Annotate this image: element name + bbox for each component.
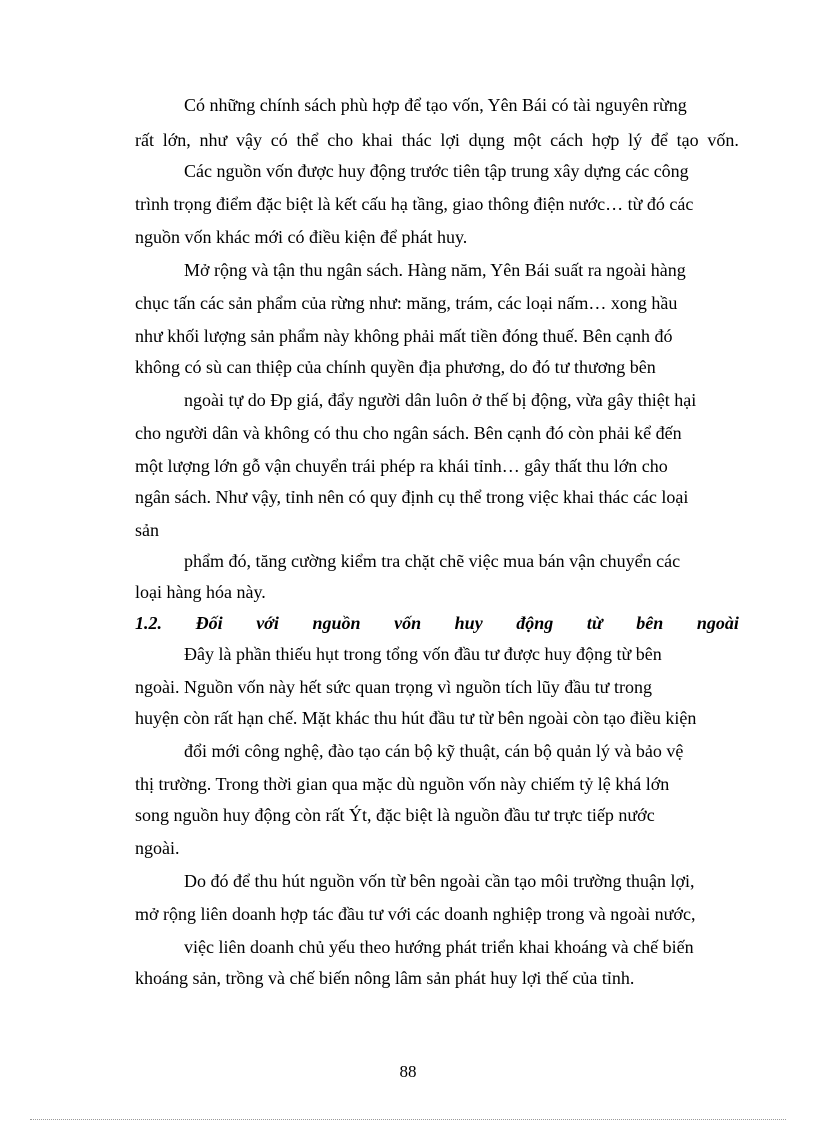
paragraph-line: Các nguồn vốn được huy động trước tiên tập trung xây dựng các công xyxy=(184,161,689,181)
word: thể xyxy=(296,130,319,150)
heading-word: nguồn xyxy=(312,613,361,633)
word: rất xyxy=(135,130,154,150)
word: dụng xyxy=(468,130,505,150)
word: lý xyxy=(628,130,643,150)
paragraph-line xyxy=(135,129,739,151)
page-number: 88 xyxy=(399,1062,417,1081)
paragraph-line: huyện còn rất hạn chế. Mặt khác thu hút đầu tư từ bên ngoài còn tạo điều kiện xyxy=(135,708,697,728)
word: vốn. xyxy=(707,130,739,150)
paragraph-line: chục tấn các sản phẩm của rừng như: măng, trám, các loại nấm… xong hầu xyxy=(135,293,678,313)
paragraph-line: Do đó để thu hút nguồn vốn từ bên ngoài cần tạo môi trường thuận lợi, xyxy=(184,871,695,891)
word: lợi xyxy=(440,130,460,150)
paragraph-line: Đây là phần thiếu hụt trong tổng vốn đầu tư được huy động từ bên xyxy=(184,644,662,664)
paragraph-line: ngoài. Nguồn vốn này hết sức quan trọng vì nguồn tích lũy đầu tư trong xyxy=(135,677,652,697)
paragraph-line: Mở rộng và tận thu ngân sách. Hàng năm, Yên Bái suất ra ngoài hàng xyxy=(184,260,686,280)
heading-word: Đối xyxy=(195,613,223,633)
word: cho xyxy=(327,130,354,150)
paragraph-line: cho người dân và không có thu cho ngân sách. Bên cạnh đó còn phải kể đến xyxy=(135,423,682,443)
word: một xyxy=(513,130,542,150)
paragraph-line: việc liên doanh chủ yếu theo hướng phát triển khai khoáng và chế biến xyxy=(184,937,694,957)
paragraph-line: ngân sách. Như vậy, tỉnh nên có quy định cụ thể trong việc khai thác các loại xyxy=(135,487,689,507)
paragraph-line: nguồn vốn khác mới có điều kiện để phát huy. xyxy=(135,227,468,247)
paragraph-line: song nguồn huy động còn rất Ýt, đặc biệt là nguồn đầu tư trực tiếp nước xyxy=(135,805,655,825)
paragraph-line: ngoài tự do Đp giá, đẩy người dân luôn ở thế bị động, vừa gây thiệt hại xyxy=(184,390,697,410)
heading-word: vốn xyxy=(394,613,422,633)
heading-number: 1.2. xyxy=(135,613,162,633)
word: tạo xyxy=(676,130,699,150)
paragraph-line: đổi mới công nghệ, đào tạo cán bộ kỹ thuật, cán bộ quản lý và bảo vệ xyxy=(184,741,684,761)
paragraph-line: phẩm đó, tăng cường kiểm tra chặt chẽ việc mua bán vận chuyển các xyxy=(184,551,681,571)
heading-word: với xyxy=(256,613,279,633)
bottom-dotted-rule xyxy=(30,1119,786,1120)
word: như xyxy=(199,130,228,150)
heading-word: ngoài xyxy=(696,613,739,633)
word: có xyxy=(270,130,288,150)
word: lớn, xyxy=(162,130,191,150)
paragraph-line: Có những chính sách phù hợp để tạo vốn, Yên Bái có tài nguyên rừng xyxy=(184,95,687,115)
paragraph-line: ngoài. xyxy=(135,838,180,858)
paragraph-line: khoáng sản, trồng và chế biến nông lâm sản phát huy lợi thế của tỉnh. xyxy=(135,968,635,988)
paragraph-line: như khối lượng sản phẩm này không phải mất tiền đóng thuế. Bên cạnh đó xyxy=(135,326,673,346)
word: hợp xyxy=(591,130,620,150)
word: khai xyxy=(361,130,393,150)
heading-word: bên xyxy=(636,613,664,633)
heading-word: động xyxy=(516,613,554,633)
paragraph-line: sản xyxy=(135,520,159,540)
word: thác xyxy=(401,130,432,150)
word: vậy xyxy=(235,130,262,150)
paragraph-line: thị trường. Trong thời gian qua mặc dù nguồn vốn này chiếm tỷ lệ khá lớn xyxy=(135,774,670,794)
heading-word: từ xyxy=(586,613,603,633)
paragraph-line: trình trọng điểm đặc biệt là kết cấu hạ tầng, giao thông điện nước… từ đó các xyxy=(135,194,694,214)
paragraph-line: một lượng lớn gỗ vận chuyển trái phép ra khái tỉnh… gây thất thu lớn cho xyxy=(135,456,668,476)
heading-word: huy xyxy=(454,613,483,633)
section-heading xyxy=(135,612,739,634)
paragraph-line: mở rộng liên doanh hợp tác đầu tư với các doanh nghiệp trong và ngoài nước, xyxy=(135,904,696,924)
paragraph-line: không có sù can thiệp của chính quyền địa phương, do đó tư thương bên xyxy=(135,357,656,377)
word: cách xyxy=(550,130,584,150)
paragraph-line: loại hàng hóa này. xyxy=(135,582,266,602)
word: để xyxy=(650,130,668,150)
